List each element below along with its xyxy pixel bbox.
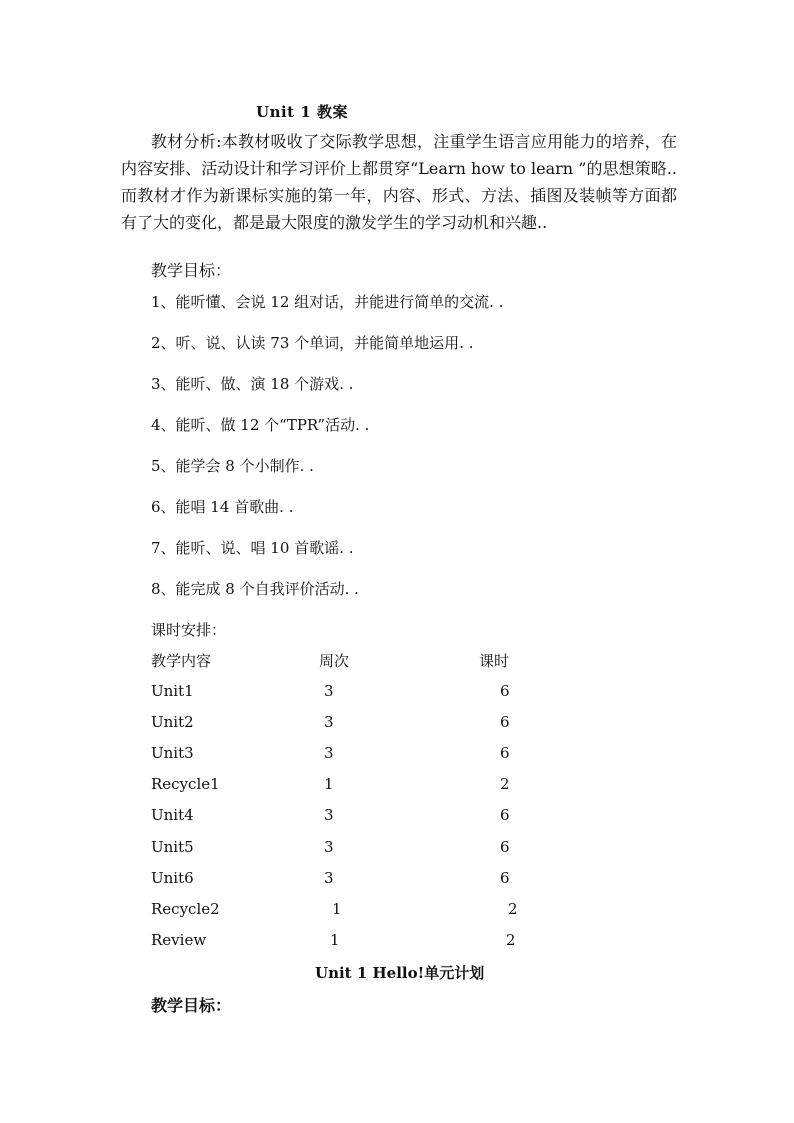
goal-item: 7、能听、说、唱 10 首歌谣. . [151,539,354,557]
unit-plan-title: Unit 1 Hello!单元计划 [315,964,485,982]
goal-item: 5、能学会 8 个小制作. . [151,457,314,475]
goals2-heading: 教学目标： [151,996,232,1015]
cell-weeks: 1 [332,900,342,918]
cell-content: Unit2 [151,713,194,731]
cell-content: Recycle2 [151,900,220,918]
goal-item: 3、能听、做、演 18 个游戏. . [151,375,354,393]
goal-item: 8、能完成 8 个自我评价活动. . [151,580,359,598]
cell-content: Unit3 [151,744,194,762]
cell-hours: 6 [500,682,510,700]
goals-heading: 教学目标： [151,261,232,280]
cell-content: Review [151,931,207,949]
table-row [151,806,551,828]
table-row [151,775,551,797]
cell-weeks: 3 [324,744,334,762]
cell-content: Unit6 [151,869,194,887]
column-header-hours: 课时 [479,652,510,670]
table-row [151,900,551,922]
cell-hours: 6 [500,713,510,731]
cell-hours: 2 [508,900,518,918]
table-row [151,838,551,860]
analysis-paragraph: 教材分析:本教材吸收了交际教学思想，注重学生语言应用能力的培养，在内容安排、活动设计和学习评价上都贯穿“Learn how to learn ”的思想策略..而教材才作为新课标实施的第一年，内容、形式、方法、插图及装帧等方面都有了大的变化，都是最大限度的激发学生的学习动机和兴趣.. [121,132,677,232]
cell-content: Recycle1 [151,775,220,793]
cell-weeks: 3 [324,869,334,887]
goal-item: 4、能听、做 12 个“TPR”活动. . [151,416,370,434]
cell-content: Unit5 [151,838,194,856]
goal-item: 6、能唱 14 首歌曲. . [151,498,294,516]
cell-weeks: 3 [324,682,334,700]
cell-hours: 6 [500,806,510,824]
cell-hours: 2 [500,775,510,793]
cell-weeks: 3 [324,806,334,824]
table-row [151,744,551,766]
cell-weeks: 3 [324,838,334,856]
cell-content: Unit1 [151,682,194,700]
column-header-content: 教学内容 [151,652,212,670]
table-row [151,682,551,704]
cell-weeks: 1 [324,775,334,793]
cell-hours: 6 [500,869,510,887]
page-title: Unit 1 教案 [256,103,348,121]
schedule-heading: 课时安排： [151,621,227,639]
cell-weeks: 1 [330,931,340,949]
table-row [151,713,551,735]
column-header-weeks: 周次 [319,652,350,670]
table-row [151,869,551,891]
cell-hours: 6 [500,838,510,856]
cell-hours: 2 [506,931,516,949]
table-row [151,931,551,953]
cell-weeks: 3 [324,713,334,731]
cell-content: Unit4 [151,806,194,824]
cell-hours: 6 [500,744,510,762]
schedule-header-row [151,650,551,672]
goal-item: 2、听、说、认读 73 个单词，并能简单地运用. . [151,334,474,352]
goal-item: 1、能听懂、会说 12 组对话，并能进行简单的交流. . [151,293,504,311]
